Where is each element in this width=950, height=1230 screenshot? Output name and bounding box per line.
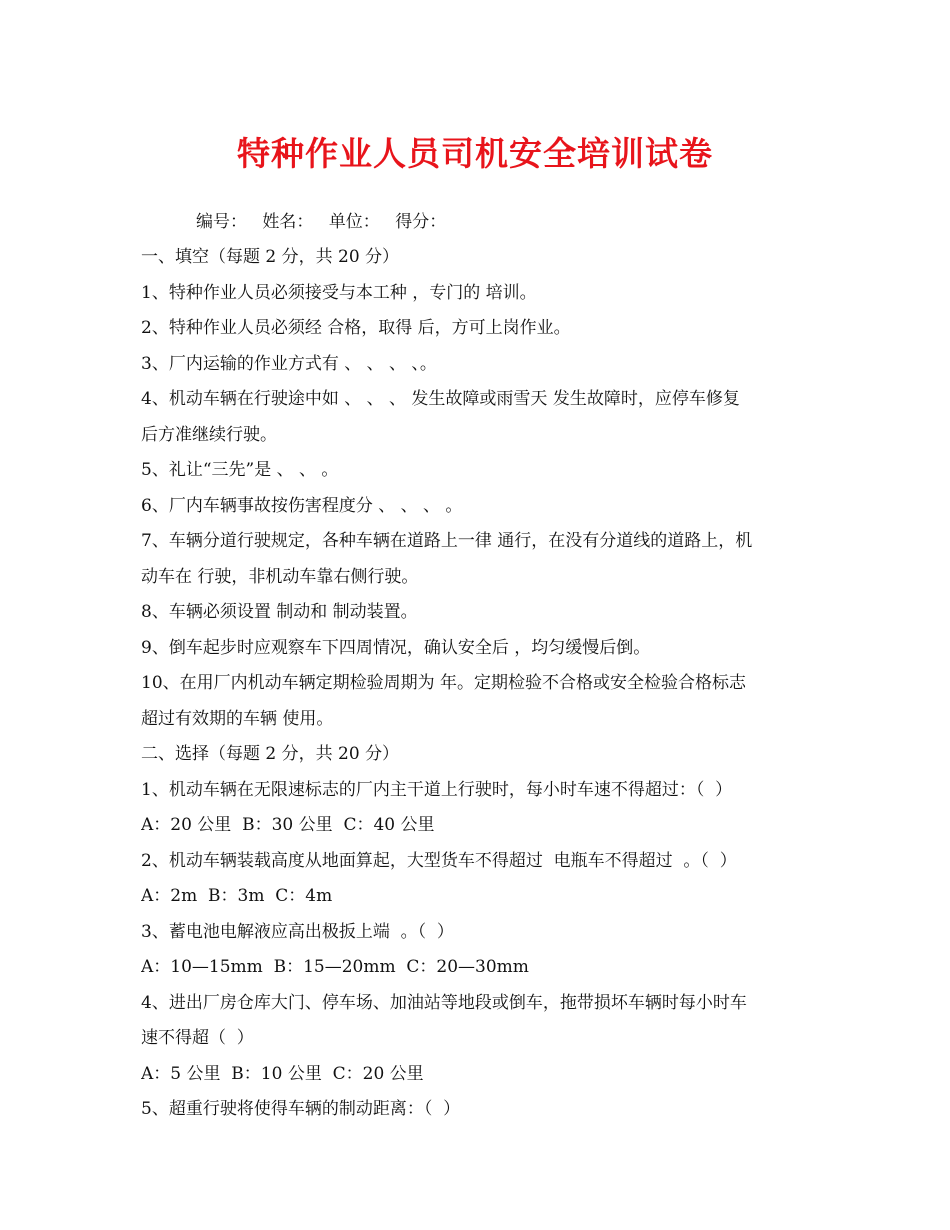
question-line: 4、机动车辆在行驶途中如 、 、 、 发生故障或雨雪天 发生故障时，应停车修复 [141, 389, 740, 409]
name-field: 姓名： [262, 212, 314, 232]
header-fields [196, 210, 456, 234]
score-field: 得分： [395, 212, 447, 232]
answer-options: A：2m B：3m C：4m [141, 886, 333, 906]
question-line: 2、特种作业人员必须经 合格，取得 后，方可上岗作业。 [141, 318, 571, 338]
question-line: 5、礼让“三先”是 、 、 。 [141, 460, 339, 480]
question-line: 7、车辆分道行驶规定，各种车辆在道路上一律 通行，在没有分道线的道路上，机 [141, 531, 753, 551]
question-line: 4、进出厂房仓库大门、停车场、加油站等地段或倒车，拖带损坏车辆时每小时车 [141, 992, 747, 1013]
exam-body [141, 240, 813, 1128]
question-line: 1、特种作业人员必须接受与本工种 ，专门的 培训。 [141, 282, 537, 303]
serial-number-field: 编号： [196, 212, 247, 232]
question-line: 5、超重行驶将使得车辆的制动距离：（ ） [141, 1099, 461, 1119]
question-line: 后方准继续行驶。 [141, 424, 277, 445]
section-heading-fill-blank: 一、填空（每题 2 分，共 20 分） [141, 247, 400, 267]
question-line: 1、机动车辆在无限速标志的厂内主干道上行驶时，每小时车速不得超过：（ ） [141, 779, 733, 800]
question-line: 3、厂内运输的作业方式有 、 、 、 、。 [141, 353, 437, 374]
answer-options: A：5 公里 B：10 公里 C：20 公里 [141, 1063, 424, 1084]
question-line: 8、车辆必须设置 制动和 制动装置。 [141, 602, 418, 622]
question-line: 9、倒车起步时应观察车下四周情况，确认安全后 ，均匀缓慢后倒。 [141, 637, 651, 658]
document-title: 特种作业人员司机安全培训试卷 [237, 134, 713, 173]
unit-field: 单位： [328, 212, 380, 232]
question-line: 动车在 行驶，非机动车靠右侧行驶。 [141, 566, 419, 587]
question-line: 6、厂内车辆事故按伤害程度分 、 、 、 。 [141, 495, 463, 516]
question-line: 速不得超（ ） [141, 1028, 254, 1048]
question-line: 3、蓄电池电解液应高出极扳上端 。（ ） [141, 921, 454, 942]
question-line: 2、机动车辆装载高度从地面算起，大型货车不得超过 电瓶车不得超过 。（ ） [141, 850, 737, 871]
question-line: 超过有效期的车辆 使用。 [141, 708, 334, 729]
section-heading-multiple-choice: 二、选择（每题 2 分，共 20 分） [141, 744, 400, 764]
question-line: 10、在用厂内机动车辆定期检验周期为 年。定期检验不合格或安全检验合格标志 [141, 673, 747, 693]
answer-options: A：20 公里 B：30 公里 C：40 公里 [141, 815, 435, 835]
answer-options: A：10—15mm B：15—20mm C：20—30mm [141, 957, 529, 977]
